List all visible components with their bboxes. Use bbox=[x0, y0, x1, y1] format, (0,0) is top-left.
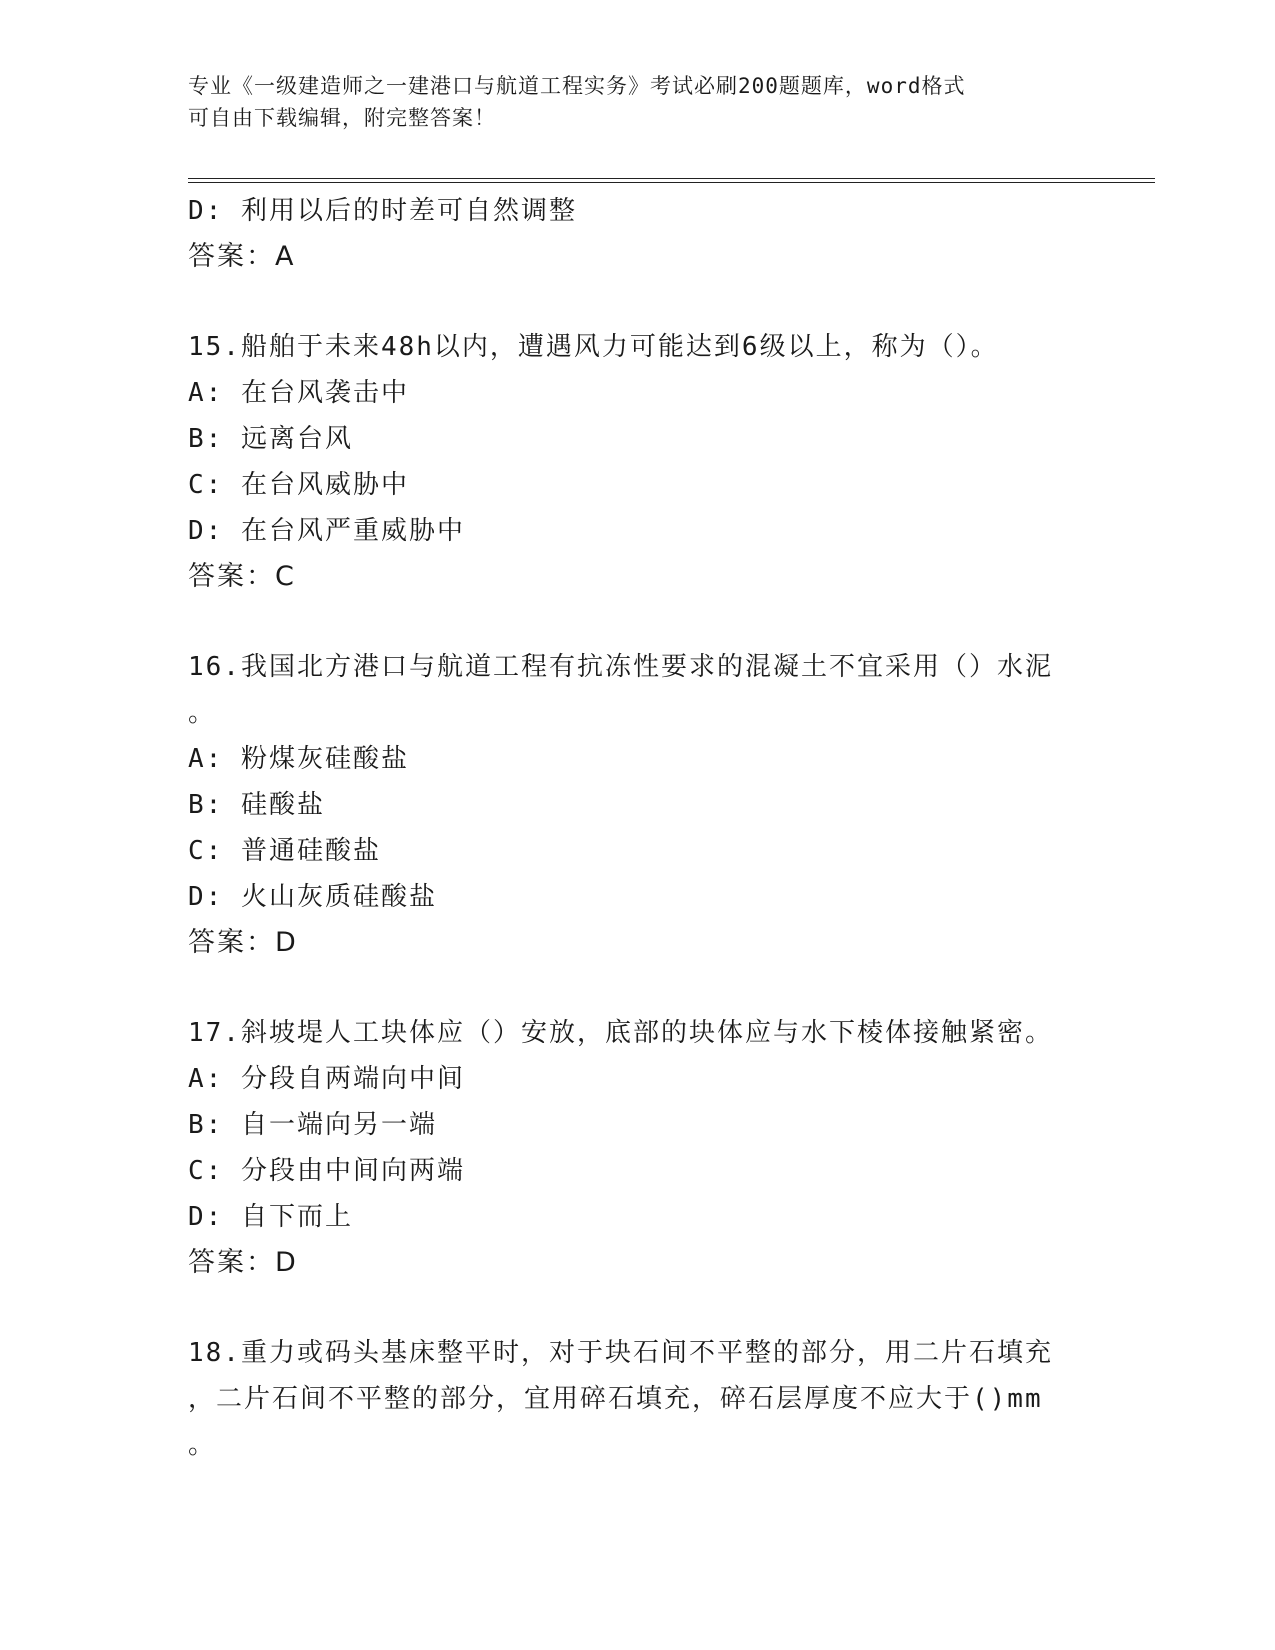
question-text: 17.斜坡堤人工块体应（）安放，底部的块体应与水下棱体接触紧密。 bbox=[188, 1018, 1053, 1048]
option-d: D: 利用以后的时差可自然调整 bbox=[188, 196, 577, 226]
option-d: D: 自下而上 bbox=[188, 1202, 353, 1232]
option-b: B: 硅酸盐 bbox=[188, 790, 325, 820]
question-text-continuation: 。 bbox=[188, 1430, 217, 1460]
question-text: 16.我国北方港口与航道工程有抗冻性要求的混凝土不宜采用（）水泥 bbox=[188, 652, 1053, 682]
option-b: B: 远离台风 bbox=[188, 424, 353, 454]
header-title-line-2: 可自由下载编辑，附完整答案！ bbox=[188, 106, 496, 130]
spacer bbox=[188, 1286, 1088, 1330]
spacer bbox=[188, 600, 1088, 644]
question-text: 15.船舶于未来48h以内，遭遇风力可能达到6级以上，称为（）。 bbox=[188, 332, 999, 362]
option-c: C: 在台风威胁中 bbox=[188, 470, 409, 500]
option-d: D: 火山灰质硅酸盐 bbox=[188, 882, 437, 912]
option-c: C: 分段由中间向两端 bbox=[188, 1156, 465, 1186]
question-list bbox=[188, 188, 1088, 1468]
spacer bbox=[188, 280, 1088, 324]
option-a: A: 分段自两端向中间 bbox=[188, 1064, 465, 1094]
question-17 bbox=[188, 1010, 1088, 1286]
question-text: 18.重力或码头基床整平时，对于块石间不平整的部分，用二片石填充 bbox=[188, 1338, 1053, 1368]
question-18 bbox=[188, 1330, 1088, 1468]
answer-label: 答案：D bbox=[188, 927, 298, 958]
question-15 bbox=[188, 324, 1088, 600]
question-text-continuation: 。 bbox=[188, 698, 217, 728]
option-b: B: 自一端向另一端 bbox=[188, 1110, 437, 1140]
answer-label: 答案：A bbox=[188, 241, 296, 272]
answer-label: 答案：D bbox=[188, 1247, 298, 1278]
answer-label: 答案：C bbox=[188, 561, 296, 592]
option-a: A: 粉煤灰硅酸盐 bbox=[188, 744, 409, 774]
header-divider bbox=[188, 178, 1155, 183]
document-header bbox=[188, 70, 1068, 134]
option-a: A: 在台风袭击中 bbox=[188, 378, 409, 408]
question-16 bbox=[188, 644, 1088, 966]
option-d: D: 在台风严重威胁中 bbox=[188, 516, 465, 546]
question-text-continuation: ，二片石间不平整的部分，宜用碎石填充，碎石层厚度不应大于()mm bbox=[188, 1384, 1043, 1414]
header-title-line-1: 专业《一级建造师之一建港口与航道工程实务》考试必刷200题题库，word格式 bbox=[188, 74, 966, 98]
option-c: C: 普通硅酸盐 bbox=[188, 836, 381, 866]
spacer bbox=[188, 966, 1088, 1010]
